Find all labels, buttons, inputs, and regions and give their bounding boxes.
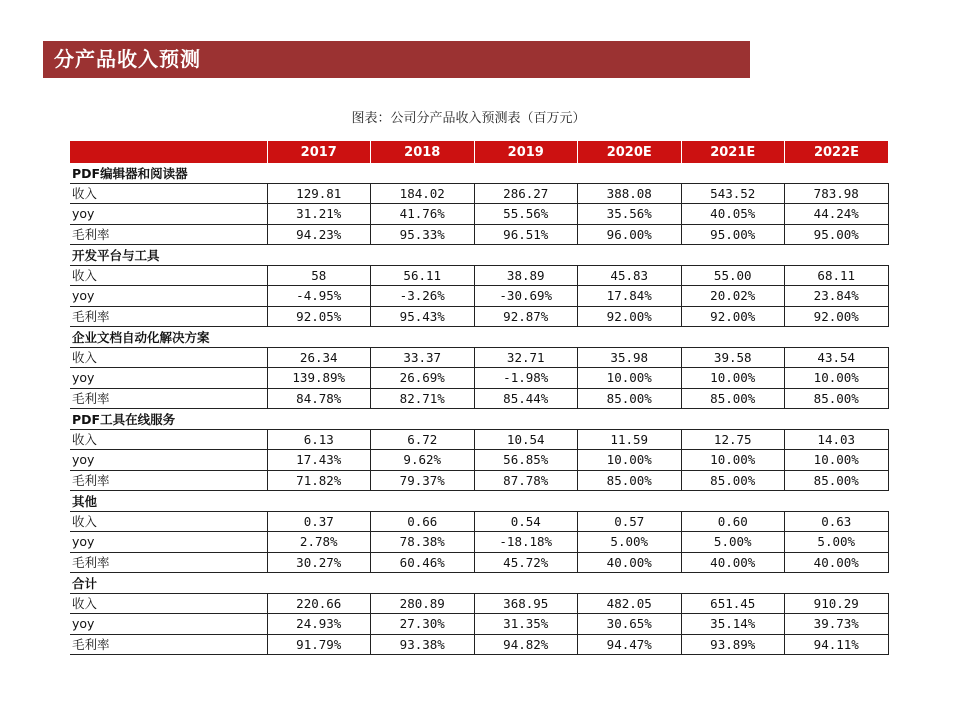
- table-cell: 39.58: [681, 347, 785, 368]
- banner-title: 分产品收入预测: [54, 47, 201, 71]
- table-cell: 55.00: [681, 265, 785, 286]
- table-cell: 129.81: [267, 183, 371, 204]
- column-header: 2022E: [785, 141, 889, 163]
- section-title: 开发平台与工具: [70, 245, 888, 266]
- table-cell: 60.46%: [371, 552, 475, 573]
- section-header-row: [70, 245, 888, 266]
- table-cell: 95.00%: [681, 224, 785, 245]
- table-cell: 92.00%: [785, 306, 889, 327]
- table-cell: 12.75: [681, 429, 785, 450]
- table-cell: 27.30%: [371, 614, 475, 635]
- table-cell: 26.34: [267, 347, 371, 368]
- row-label: 收入: [70, 183, 267, 204]
- table-cell: 17.84%: [578, 286, 682, 307]
- table-cell: 482.05: [578, 593, 682, 614]
- table-cell: 40.05%: [681, 204, 785, 225]
- table-row: [70, 511, 888, 532]
- table-cell: 17.43%: [267, 450, 371, 471]
- table-cell: 95.33%: [371, 224, 475, 245]
- section-title: PDF工具在线服务: [70, 409, 888, 430]
- table-cell: 23.84%: [785, 286, 889, 307]
- column-header: 2021E: [681, 141, 785, 163]
- table-cell: 30.65%: [578, 614, 682, 635]
- table-cell: 85.00%: [785, 470, 889, 491]
- section-title: 其他: [70, 491, 888, 512]
- table-row: [70, 265, 888, 286]
- table-cell: -1.98%: [474, 368, 578, 389]
- column-header: 2018: [371, 141, 475, 163]
- section-title: 合计: [70, 573, 888, 594]
- table-row: [70, 347, 888, 368]
- row-label: yoy: [70, 450, 267, 471]
- table-row: [70, 306, 888, 327]
- section-header-row: [70, 163, 888, 183]
- table-cell: 280.89: [371, 593, 475, 614]
- table-cell: 11.59: [578, 429, 682, 450]
- table-caption: 图表：公司分产品收入预测表（百万元）: [351, 111, 586, 126]
- table-cell: 33.37: [371, 347, 475, 368]
- table-cell: 10.00%: [785, 450, 889, 471]
- table-cell: -4.95%: [267, 286, 371, 307]
- table-cell: 0.60: [681, 511, 785, 532]
- table-cell: 96.00%: [578, 224, 682, 245]
- table-cell: 94.23%: [267, 224, 371, 245]
- table-cell: -18.18%: [474, 532, 578, 553]
- row-label: yoy: [70, 204, 267, 225]
- table-cell: 94.11%: [785, 634, 889, 655]
- table-cell: 85.44%: [474, 388, 578, 409]
- row-label: yoy: [70, 532, 267, 553]
- table-cell: 543.52: [681, 183, 785, 204]
- table-cell: 93.89%: [681, 634, 785, 655]
- table-cell: 38.89: [474, 265, 578, 286]
- table-cell: 92.87%: [474, 306, 578, 327]
- table-cell: 95.43%: [371, 306, 475, 327]
- table-cell: 35.98: [578, 347, 682, 368]
- table-row: [70, 224, 888, 245]
- table-cell: 93.38%: [371, 634, 475, 655]
- table-cell: 35.56%: [578, 204, 682, 225]
- table-cell: 10.00%: [578, 450, 682, 471]
- header-blank-cell: [70, 141, 267, 163]
- row-label: 收入: [70, 347, 267, 368]
- section-header-row: [70, 573, 888, 594]
- table-cell: 10.54: [474, 429, 578, 450]
- table-cell: 94.82%: [474, 634, 578, 655]
- table-cell: 5.00%: [785, 532, 889, 553]
- table-cell: 10.00%: [785, 368, 889, 389]
- table-cell: 56.11: [371, 265, 475, 286]
- row-label: 毛利率: [70, 634, 267, 655]
- header-row: [70, 141, 888, 163]
- table-row: [70, 429, 888, 450]
- row-label: 毛利率: [70, 470, 267, 491]
- table-cell: 92.00%: [578, 306, 682, 327]
- table-cell: 139.89%: [267, 368, 371, 389]
- table-cell: 45.83: [578, 265, 682, 286]
- section-header-row: [70, 409, 888, 430]
- table-cell: 84.78%: [267, 388, 371, 409]
- table-cell: 910.29: [785, 593, 889, 614]
- table-cell: 368.95: [474, 593, 578, 614]
- row-label: 收入: [70, 429, 267, 450]
- table-row: [70, 368, 888, 389]
- column-header: 2020E: [578, 141, 682, 163]
- row-label: 收入: [70, 511, 267, 532]
- table-row: [70, 183, 888, 204]
- row-label: 毛利率: [70, 552, 267, 573]
- table-cell: 32.71: [474, 347, 578, 368]
- table-cell: 0.66: [371, 511, 475, 532]
- table-row: [70, 552, 888, 573]
- table-cell: 220.66: [267, 593, 371, 614]
- table-cell: 87.78%: [474, 470, 578, 491]
- table-cell: 10.00%: [578, 368, 682, 389]
- row-label: yoy: [70, 368, 267, 389]
- table-cell: 0.37: [267, 511, 371, 532]
- table-cell: 0.63: [785, 511, 889, 532]
- table-cell: 95.00%: [785, 224, 889, 245]
- table-cell: 5.00%: [681, 532, 785, 553]
- row-label: yoy: [70, 286, 267, 307]
- table-cell: 20.02%: [681, 286, 785, 307]
- table-cell: 85.00%: [578, 388, 682, 409]
- column-header: 2017: [267, 141, 371, 163]
- row-label: yoy: [70, 614, 267, 635]
- table-cell: 2.78%: [267, 532, 371, 553]
- table-cell: 41.76%: [371, 204, 475, 225]
- table-cell: 43.54: [785, 347, 889, 368]
- section-title: PDF编辑器和阅读器: [70, 163, 888, 183]
- table-cell: 85.00%: [785, 388, 889, 409]
- table-cell: 91.79%: [267, 634, 371, 655]
- table-cell: 82.71%: [371, 388, 475, 409]
- table-cell: 14.03: [785, 429, 889, 450]
- table-row: [70, 634, 888, 655]
- table-row: [70, 204, 888, 225]
- table-cell: 6.13: [267, 429, 371, 450]
- table-cell: 92.00%: [681, 306, 785, 327]
- table-cell: 9.62%: [371, 450, 475, 471]
- table-cell: 58: [267, 265, 371, 286]
- section-banner: [43, 41, 750, 78]
- table-cell: 55.56%: [474, 204, 578, 225]
- table-cell: 35.14%: [681, 614, 785, 635]
- section-header-row: [70, 327, 888, 348]
- table-cell: 6.72: [371, 429, 475, 450]
- table-row: [70, 593, 888, 614]
- row-label: 毛利率: [70, 388, 267, 409]
- table-cell: -30.69%: [474, 286, 578, 307]
- table-cell: 44.24%: [785, 204, 889, 225]
- table-row: [70, 470, 888, 491]
- table-cell: 40.00%: [681, 552, 785, 573]
- table-cell: 71.82%: [267, 470, 371, 491]
- table-cell: 5.00%: [578, 532, 682, 553]
- table-cell: 45.72%: [474, 552, 578, 573]
- table-cell: 96.51%: [474, 224, 578, 245]
- table-cell: 39.73%: [785, 614, 889, 635]
- table-cell: 26.69%: [371, 368, 475, 389]
- table-row: [70, 450, 888, 471]
- table-cell: 0.57: [578, 511, 682, 532]
- table-cell: 184.02: [371, 183, 475, 204]
- table-cell: 78.38%: [371, 532, 475, 553]
- table-cell: 56.85%: [474, 450, 578, 471]
- table-cell: 30.27%: [267, 552, 371, 573]
- table-cell: 0.54: [474, 511, 578, 532]
- table-body: [70, 163, 888, 655]
- table-cell: 40.00%: [578, 552, 682, 573]
- table-cell: 85.00%: [681, 388, 785, 409]
- table-cell: 31.35%: [474, 614, 578, 635]
- section-title: 企业文档自动化解决方案: [70, 327, 888, 348]
- table-cell: 94.47%: [578, 634, 682, 655]
- table-row: [70, 388, 888, 409]
- row-label: 毛利率: [70, 224, 267, 245]
- column-header: 2019: [474, 141, 578, 163]
- table-cell: 85.00%: [681, 470, 785, 491]
- table-cell: 10.00%: [681, 368, 785, 389]
- table-row: [70, 286, 888, 307]
- table-cell: 31.21%: [267, 204, 371, 225]
- table-row: [70, 532, 888, 553]
- table-row: [70, 614, 888, 635]
- table-cell: 651.45: [681, 593, 785, 614]
- table-cell: -3.26%: [371, 286, 475, 307]
- table-cell: 24.93%: [267, 614, 371, 635]
- table-cell: 68.11: [785, 265, 889, 286]
- table-cell: 10.00%: [681, 450, 785, 471]
- revenue-forecast-table: [70, 141, 889, 655]
- table-cell: 92.05%: [267, 306, 371, 327]
- table-cell: 85.00%: [578, 470, 682, 491]
- table-cell: 286.27: [474, 183, 578, 204]
- row-label: 收入: [70, 265, 267, 286]
- table-cell: 388.08: [578, 183, 682, 204]
- table-cell: 783.98: [785, 183, 889, 204]
- section-header-row: [70, 491, 888, 512]
- table-cell: 40.00%: [785, 552, 889, 573]
- row-label: 收入: [70, 593, 267, 614]
- table-cell: 79.37%: [371, 470, 475, 491]
- row-label: 毛利率: [70, 306, 267, 327]
